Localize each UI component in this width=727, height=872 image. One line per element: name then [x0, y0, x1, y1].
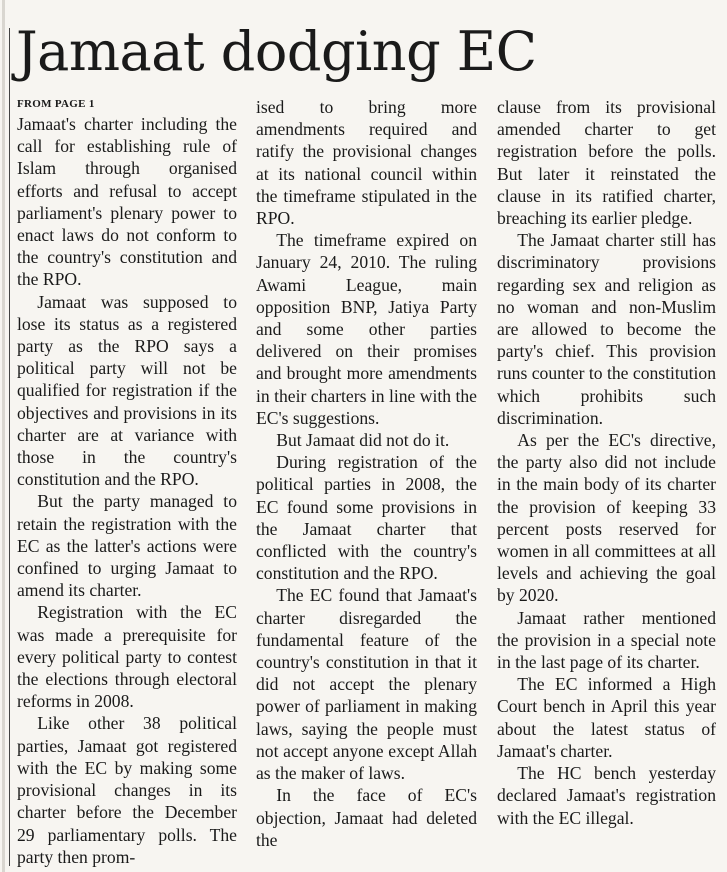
- paragraph: Jamaat was supposed to lose its status as a registered party as the RPO says a political party will not be qualified for registration if the objectives and provisions in its charter are at variance with those in the country's constitution and the RPO.: [17, 291, 237, 490]
- paragraph: During registration of the political parties in 2008, the EC found some provisions in the Jamaat charter that conflicted with the country's constitution and the RPO.: [256, 452, 477, 584]
- paragraph: But Jamaat did not do it.: [276, 430, 450, 451]
- paragraph: Registration with the EC was made a prerequisite for every political party to contest the elections through electoral reforms in 2008.: [17, 602, 237, 712]
- paragraph: clause from its provisional amended charter to get registration before the polls. But later it reinstated the clause in its ratified charter, breaching its earlier pledge.: [497, 97, 716, 229]
- paragraph: The EC informed a High Court bench in April this year about the latest status of Jamaat's charter.: [497, 674, 716, 761]
- paragraph: As per the EC's directive, the party also did not include in the main body of its charter the provision of keeping 33 percent posts reserved for women in all committees at all levels and achieving the goal by 2020.: [497, 430, 716, 606]
- headline: Jamaat dodging EC: [16, 20, 537, 83]
- article-column-1: [17, 98, 237, 868]
- kicker: FROM PAGE 1: [17, 98, 95, 110]
- paragraph: The HC bench yesterday declared Jamaat's registration with the EC illegal.: [497, 763, 716, 828]
- paragraph: Jamaat rather mentioned the provision in a special note in the last page of its charter.: [497, 607, 716, 673]
- paragraph: The timeframe expired on January 24, 2010. The ruling Awami League, main opposition BNP, Jatiya Party and some other parties delivered on their promises and brought more amendments in their charters in line with the EC's suggestions.: [256, 230, 477, 428]
- paragraph: In the face of EC's objection, Jamaat had deleted the: [256, 785, 477, 850]
- paragraph: But the party managed to retain the registration with the EC as the latter's actions were confined to urging Jamaat to amend its charter.: [17, 491, 237, 601]
- paragraph: Like other 38 political parties, Jamaat got registered with the EC by making some provisional changes in its charter before the December 29 parliamentary polls. The party then prom-: [17, 713, 237, 867]
- page-edge: [2, 0, 5, 872]
- column-rule: [9, 28, 10, 866]
- paragraph: ised to bring more amendments required and ratify the provisional changes at its national council within the timeframe stipulated in the RPO.: [256, 97, 477, 229]
- paragraph: The EC found that Jamaat's charter disregarded the fundamental feature of the country's constitution in that it did not accept the plenary power of parliament in making laws, saying the people must not accept anyone except Allah as the maker of laws.: [256, 585, 477, 784]
- paragraph: Jamaat's charter including the call for establishing rule of Islam through organised efforts and refusal to accept parliament's plenary power to enact laws do not conform to the country's constitution and the RPO.: [17, 114, 237, 290]
- article-column-3: [497, 96, 716, 829]
- paragraph: The Jamaat charter still has discriminatory provisions regarding sex and religion as no woman and non-Muslim are allowed to become the party's chief. This provision runs counter to the constitution which prohibits such discrimination.: [497, 230, 716, 428]
- article-column-2: [256, 96, 477, 851]
